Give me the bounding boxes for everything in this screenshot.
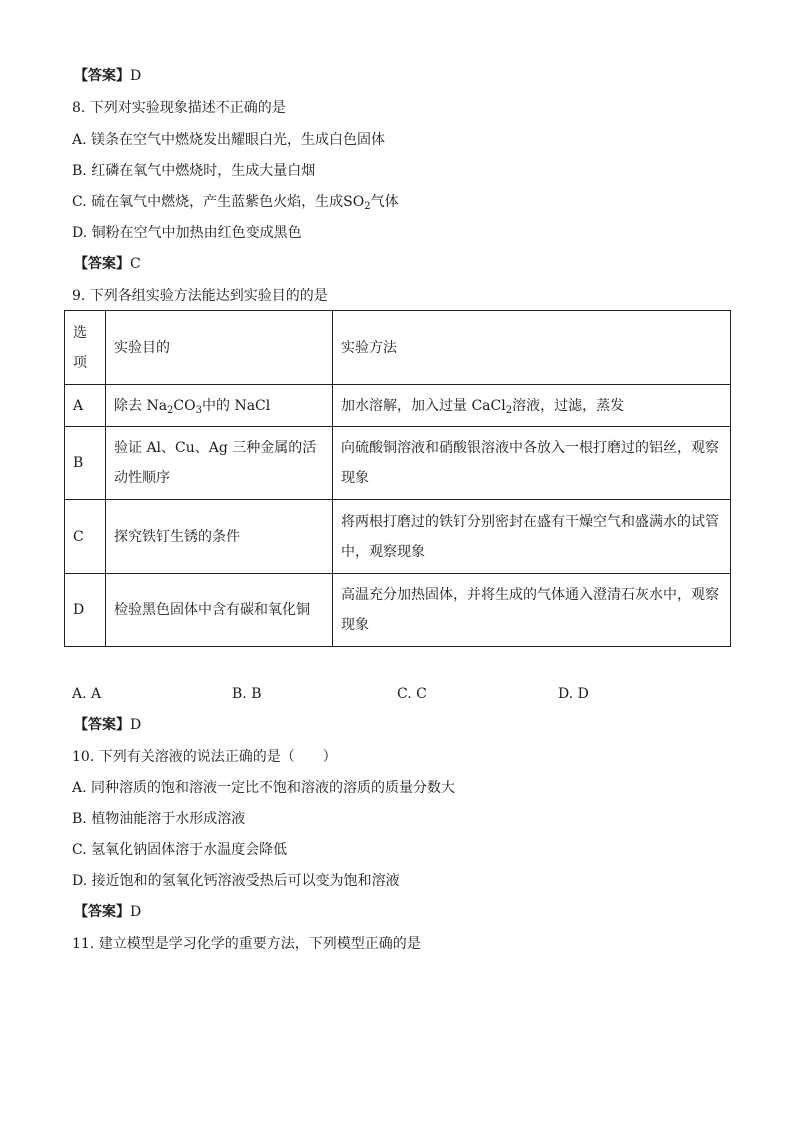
row-purpose: 检验黑色固体中含有碳和氧化铜 xyxy=(106,574,333,647)
answer-label: 答案 xyxy=(88,904,116,920)
question-10-stem: 10. 下列有关溶液的说法正确的是（ ） xyxy=(72,749,337,765)
row-option: A xyxy=(65,385,106,427)
header-option: 选 项 xyxy=(65,311,106,385)
answer-value: D xyxy=(130,904,142,920)
row-option: B xyxy=(65,427,106,500)
answer-label: 答案 xyxy=(88,717,116,733)
answer-q7: 【答案】D xyxy=(74,68,142,84)
table-row xyxy=(65,500,731,574)
choice-d: D. D xyxy=(558,686,589,702)
row-method: 高温充分加热固体，并将生成的气体通入澄清石灰水中，观察现象 xyxy=(333,574,731,647)
row-option: C xyxy=(65,500,106,574)
question-10-option-b: B. 植物油能溶于水形成溶液 xyxy=(72,811,246,827)
answer-value: D xyxy=(130,68,142,84)
question-10-option-a: A. 同种溶质的饱和溶液一定比不饱和溶液的溶质的质量分数大 xyxy=(72,780,456,796)
choice-c: C. C xyxy=(397,686,427,702)
row-purpose: 验证 Al、Cu、Ag 三种金属的活动性顺序 xyxy=(106,427,333,500)
answer-q9: 【答案】D xyxy=(74,717,142,733)
table-row xyxy=(65,574,731,647)
question-11-stem: 11. 建立模型是学习化学的重要方法，下列模型正确的是 xyxy=(72,936,421,952)
table-row xyxy=(65,385,731,427)
question-8-option-a: A. 镁条在空气中燃烧发出耀眼白光，生成白色固体 xyxy=(72,132,386,148)
header-method: 实验方法 xyxy=(333,311,731,385)
header-purpose: 实验目的 xyxy=(106,311,333,385)
experiment-table xyxy=(64,310,731,647)
choice-a: A. A xyxy=(72,686,102,702)
row-method: 向硫酸铜溶液和硝酸银溶液中各放入一根打磨过的铝丝，观察现象 xyxy=(333,427,731,500)
answer-label: 答案 xyxy=(88,68,116,84)
question-8-option-b: B. 红磷在氧气中燃烧时，生成大量白烟 xyxy=(72,163,316,179)
question-10-option-d: D. 接近饱和的氢氧化钙溶液受热后可以变为饱和溶液 xyxy=(72,873,400,889)
question-8-stem: 8. 下列对实验现象描述不正确的是 xyxy=(72,100,286,116)
answer-q10: 【答案】D xyxy=(74,904,142,920)
question-9-choices xyxy=(72,684,712,704)
question-8-option-d: D. 铜粉在空气中加热由红色变成黑色 xyxy=(72,225,302,241)
answer-value: D xyxy=(130,717,142,733)
answer-value: C xyxy=(130,256,141,272)
question-10-option-c: C. 氢氧化钠固体溶于水温度会降低 xyxy=(72,842,288,858)
row-purpose: 探究铁钉生锈的条件 xyxy=(106,500,333,574)
answer-label: 答案 xyxy=(88,256,116,272)
row-option: D xyxy=(65,574,106,647)
row-method: 加水溶解，加入过量 CaCl$_2$溶液，过滤，蒸发 xyxy=(333,385,731,427)
row-method: 将两根打磨过的铁钉分别密封在盛有干燥空气和盛满水的试管中，观察现象 xyxy=(333,500,731,574)
question-8-option-c: C. 硫在氧气中燃烧，产生蓝紫色火焰，生成$SO_2$气体 xyxy=(72,194,399,212)
question-9-stem: 9. 下列各组实验方法能达到实验目的的是 xyxy=(72,288,328,304)
table-header-row xyxy=(65,311,731,385)
table-row xyxy=(65,427,731,500)
answer-q8: 【答案】C xyxy=(74,256,141,272)
row-purpose: 除去 $Na_2CO_3$中的 NaCl xyxy=(106,385,333,427)
choice-b: B. B xyxy=(232,686,262,702)
